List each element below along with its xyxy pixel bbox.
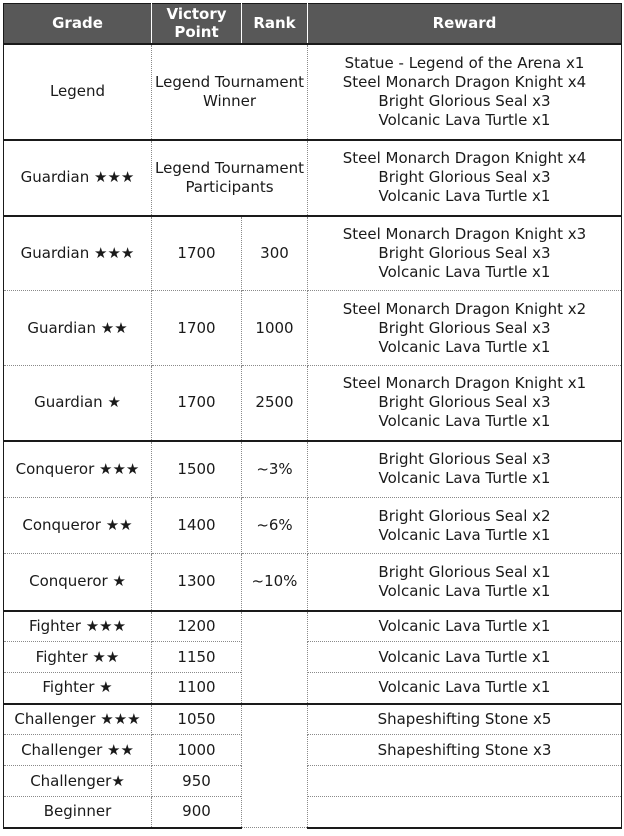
victory-point-cell [152,140,308,216]
reward-cell [308,704,622,735]
victory-point-cell: 1700 [152,366,242,441]
grade-cell: Conqueror ★★★ [4,441,152,498]
reward-line: Steel Monarch Dragon Knight x4 [342,72,587,91]
reward-line: Volcanic Lava Turtle x1 [378,412,551,431]
reward-cell [308,554,622,611]
reward-line: Volcanic Lava Turtle x1 [378,616,551,635]
rank-cell: ~10% [242,554,308,611]
victory-point-cell: 1000 [152,735,242,766]
rank-cell: 2500 [242,366,308,441]
table-row [4,735,622,766]
table-row [4,441,622,498]
header-victory-point-text: Victory Point [166,5,227,42]
reward-line: Volcanic Lava Turtle x1 [378,262,551,281]
table-row [4,291,622,366]
reward-line: Steel Monarch Dragon Knight x1 [342,374,587,393]
reward-cell [308,673,622,704]
rank-cell: ~6% [242,498,308,554]
victory-point-text: Legend Tournament Participants [155,158,304,196]
grade-cell: Guardian ★★ [4,291,152,366]
grade-cell: Fighter ★ [4,673,152,704]
reward-line: Bright Glorious Seal x3 [378,243,551,262]
rank-cell: 1000 [242,291,308,366]
grade-cell: Challenger ★★★ [4,704,152,735]
grade-cell: Conqueror ★★ [4,498,152,554]
table-row [4,140,622,216]
grade-cell: Conqueror ★ [4,554,152,611]
rewards-table [3,3,622,829]
header-row [4,4,622,44]
table-row [4,673,622,704]
reward-line: Steel Monarch Dragon Knight x2 [342,299,587,318]
table-row [4,554,622,611]
reward-cell [308,44,622,140]
reward-cell [308,140,622,216]
victory-point-cell: 1100 [152,673,242,704]
table-row [4,44,622,140]
reward-line: Bright Glorious Seal x2 [378,506,551,525]
grade-cell: Legend [4,44,152,140]
victory-point-cell: 900 [152,797,242,828]
table-row [4,704,622,735]
reward-line: Volcanic Lava Turtle x1 [378,647,551,666]
reward-cell [308,735,622,766]
reward-line: Shapeshifting Stone x3 [377,740,552,759]
grade-cell: Challenger★ [4,766,152,797]
table-row [4,366,622,441]
header-grade: Grade [4,4,152,44]
grade-cell: Beginner [4,797,152,828]
grade-cell: Fighter ★★ [4,642,152,673]
victory-point-text: Legend Tournament Winner [155,72,304,110]
reward-line: Bright Glorious Seal x3 [378,318,551,337]
rank-cell [242,704,308,828]
reward-line: Steel Monarch Dragon Knight x4 [342,149,587,167]
grade-cell: Fighter ★★★ [4,611,152,642]
header-reward: Reward [308,4,622,44]
reward-line: Volcanic Lava Turtle x1 [378,110,551,129]
reward-cell [308,498,622,554]
grade-cell: Guardian ★ [4,366,152,441]
reward-cell [308,766,622,797]
grade-cell: Challenger ★★ [4,735,152,766]
reward-line: Shapeshifting Stone x5 [377,709,552,728]
victory-point-cell [152,44,308,140]
reward-cell [308,611,622,642]
reward-line: Volcanic Lava Turtle x1 [378,678,551,697]
reward-line: Bright Glorious Seal x3 [378,450,551,469]
reward-line: Volcanic Lava Turtle x1 [378,469,551,488]
table-row [4,797,622,828]
rank-cell [242,611,308,704]
victory-point-cell: 1700 [152,291,242,366]
reward-line: Bright Glorious Seal x3 [378,168,551,186]
victory-point-cell: 950 [152,766,242,797]
victory-point-cell: 1050 [152,704,242,735]
table-row [4,642,622,673]
header-rank: Rank [242,4,308,44]
reward-line: Volcanic Lava Turtle x1 [378,525,551,544]
victory-point-cell: 1500 [152,441,242,498]
header-victory-point [152,4,242,44]
table-row [4,498,622,554]
reward-line: Bright Glorious Seal x3 [378,393,551,412]
table-row [4,216,622,291]
rank-cell: 300 [242,216,308,291]
rewards-table-container [3,3,622,829]
reward-line: Steel Monarch Dragon Knight x3 [342,224,587,243]
reward-cell [308,797,622,828]
reward-cell [308,366,622,441]
reward-line: Volcanic Lava Turtle x1 [378,187,551,205]
reward-line: Statue - Legend of the Arena x1 [344,53,585,72]
victory-point-cell: 1700 [152,216,242,291]
victory-point-cell: 1200 [152,611,242,642]
table-row [4,766,622,797]
victory-point-cell: 1400 [152,498,242,554]
reward-line: Volcanic Lava Turtle x1 [378,337,551,356]
reward-cell [308,441,622,498]
reward-cell [308,291,622,366]
table-row [4,611,622,642]
victory-point-cell: 1300 [152,554,242,611]
reward-line: Volcanic Lava Turtle x1 [378,581,551,600]
reward-cell [308,216,622,291]
victory-point-cell: 1150 [152,642,242,673]
reward-cell [308,642,622,673]
reward-line: Bright Glorious Seal x3 [378,91,551,110]
rank-cell: ~3% [242,441,308,498]
grade-cell: Guardian ★★★ [4,140,152,216]
grade-cell: Guardian ★★★ [4,216,152,291]
reward-line: Bright Glorious Seal x1 [378,562,551,581]
